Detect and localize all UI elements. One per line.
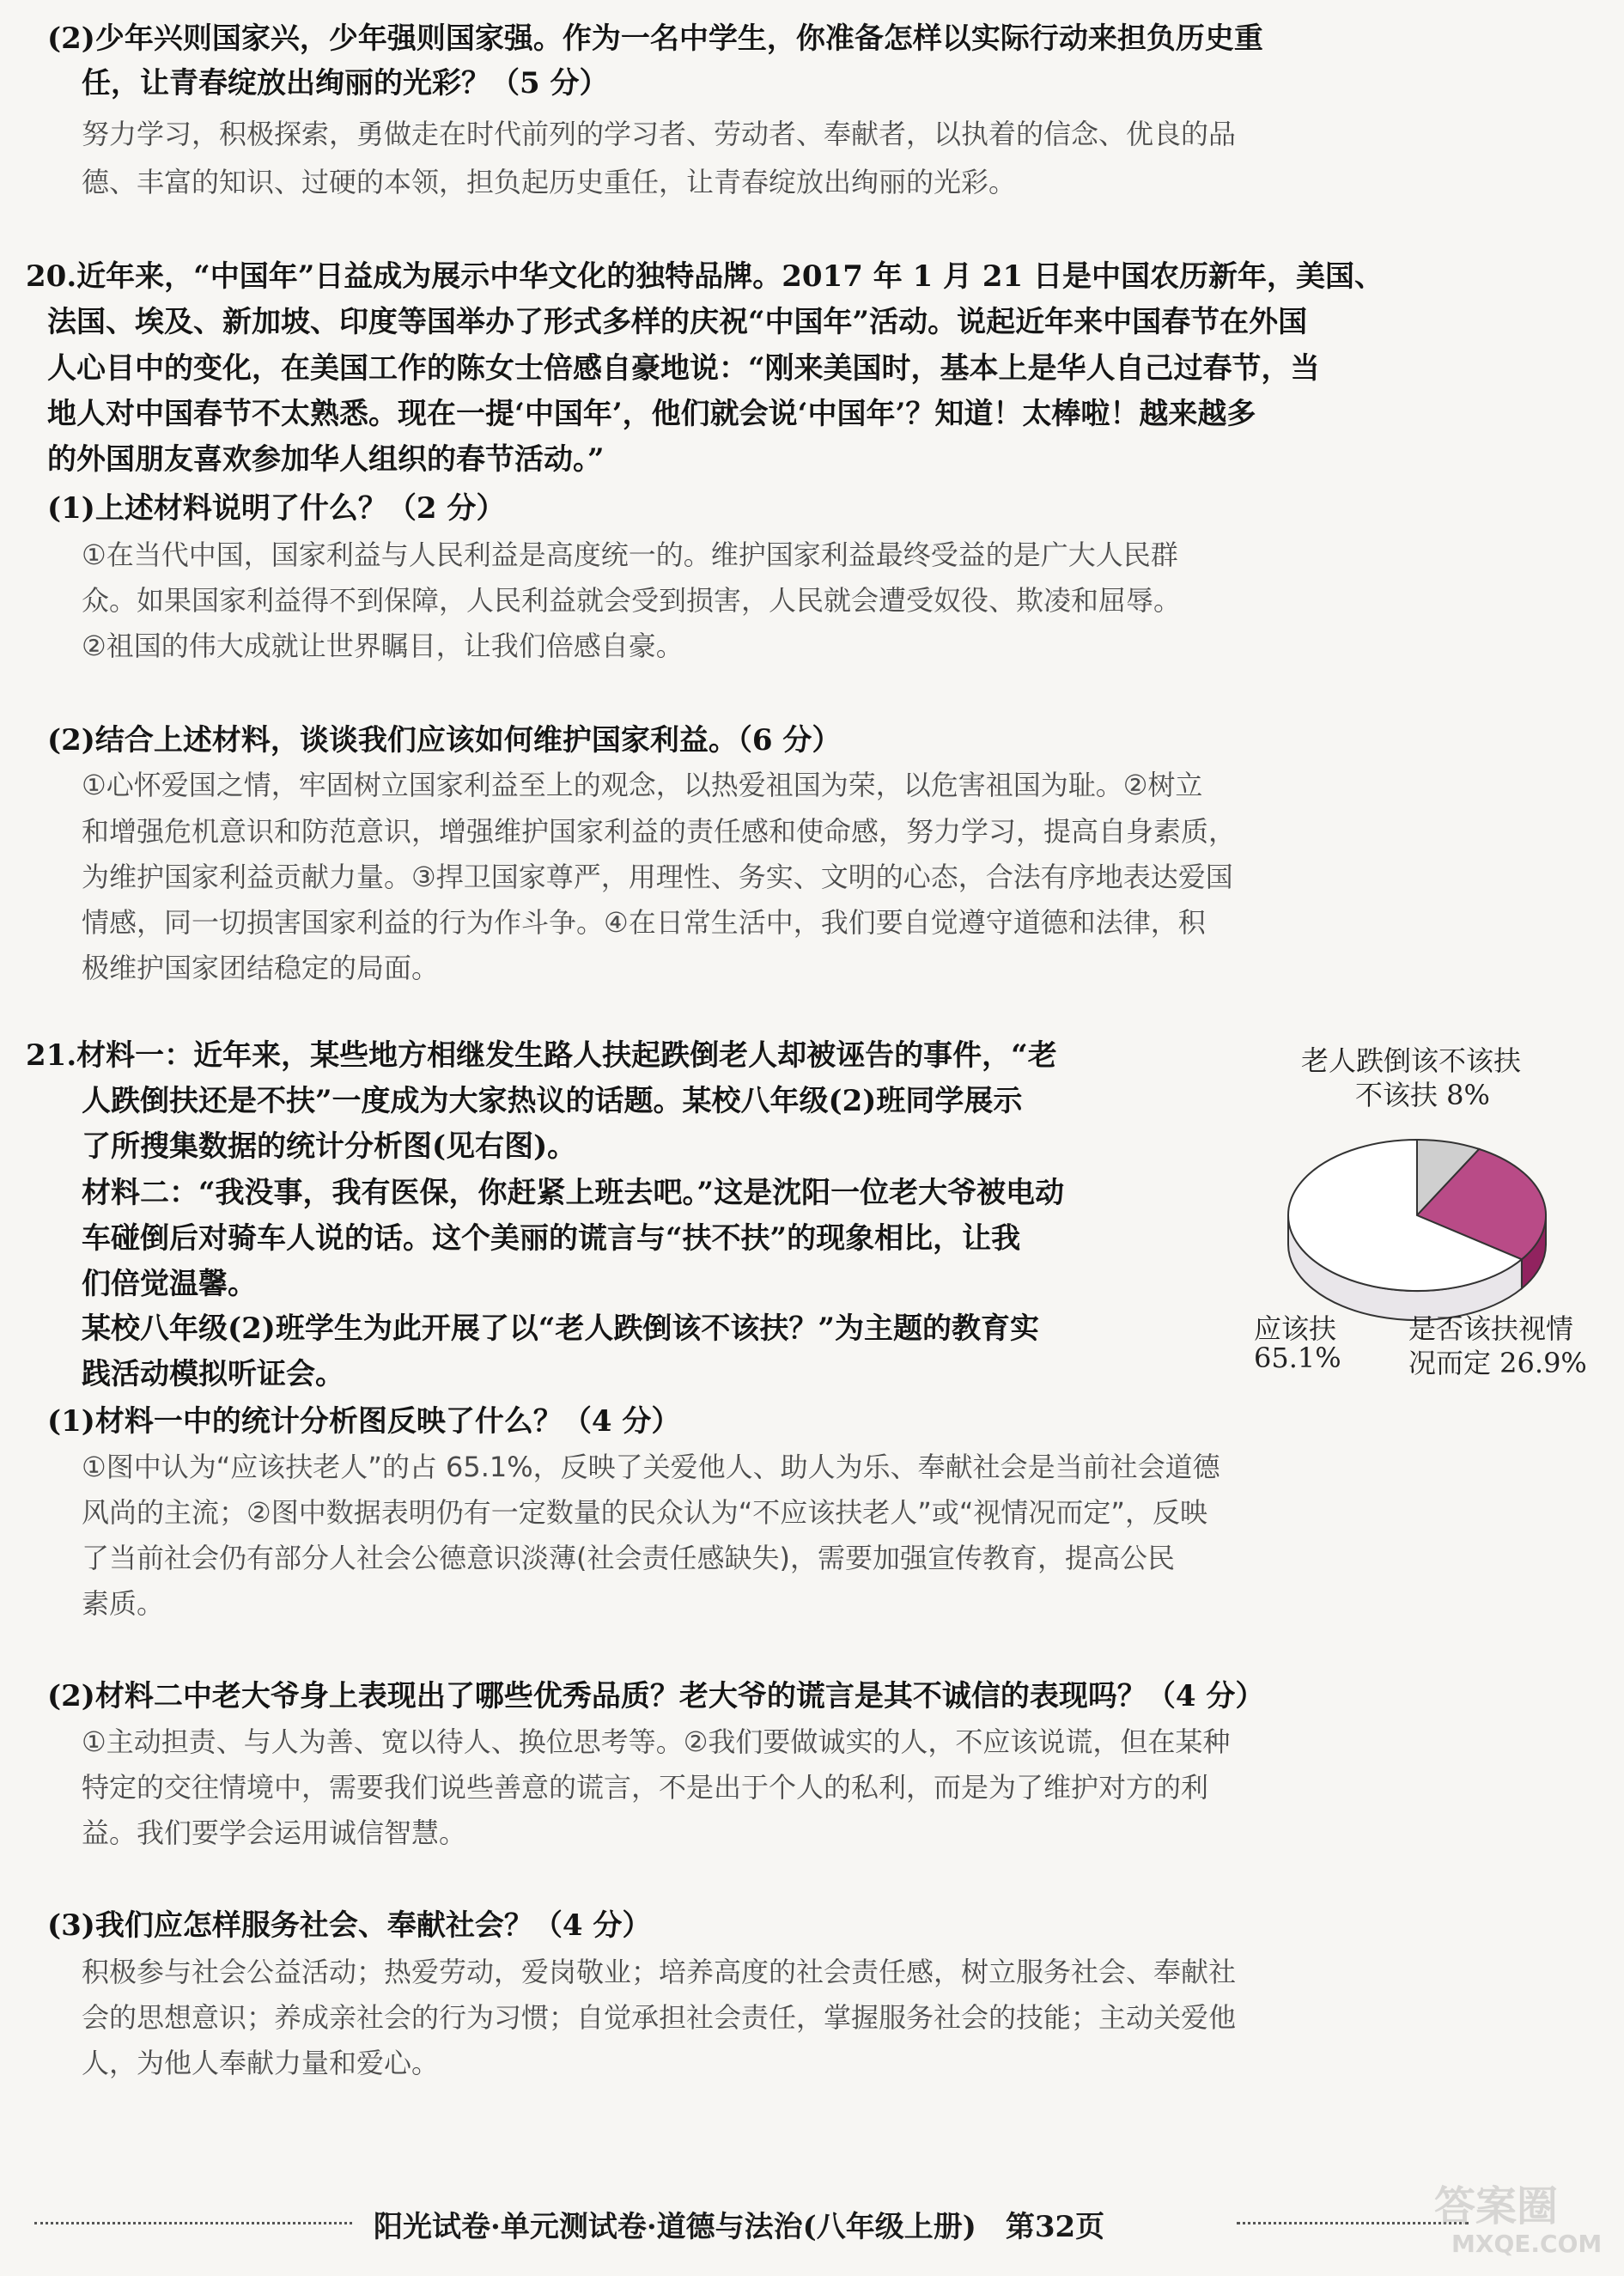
footer-text: 阳光试卷·单元测试卷·道德与法治(八年级上册) 第32页 (374, 2210, 1105, 2244)
q21-1-prompt: (1)材料一中的统计分析图反映了什么？（4 分） (47, 1404, 681, 1439)
chart-label-should-help-1: 应该扶 (1254, 1312, 1337, 1345)
q21-2-answer-line2: 特定的交往情境中，需要我们说些善意的谎言，不是出于个人的私利，而是为了维护对方的利 (82, 1771, 1209, 1804)
q20-stem-line4: 地人对中国春节不太熟悉。现在一提‘中国年’，他们就会说‘中国年’？知道！太棒啦！越来越多 (47, 397, 1256, 431)
q21-2-prompt: (2)材料二中老大爷身上表现出了哪些优秀品质？老大爷的谎言是其不诚信的表现吗？（4 分） (47, 1679, 1265, 1713)
q20-stem-line2: 法国、埃及、新加坡、印度等国举办了形式多样的庆祝“中国年”活动。说起近年来中国春节在外国 (47, 305, 1308, 339)
q21-material2-line2: 车碰倒后对骑车人说的话。这个美丽的谎言与“扶不扶”的现象相比，让我 (82, 1221, 1021, 1256)
chart-label-should-help-2: 65.1% (1254, 1342, 1341, 1374)
page-footer (34, 2203, 1589, 2244)
q21-3-answer-line3: 人，为他人奉献力量和爱心。 (82, 2047, 440, 2079)
q21-material1-line1: 21.材料一：近年来，某些地方相继发生路人扶起跌倒老人却被诬告的事件，“老 (26, 1038, 1057, 1073)
q21-1-answer-line3: 了当前社会仍有部分人社会公德意识淡薄(社会责任感缺失)，需要加强宣传教育，提高公民 (82, 1542, 1175, 1574)
q20-1-prompt: (1)上述材料说明了什么？（2 分） (47, 491, 506, 526)
watermark-line1: 答案圈 (1434, 2182, 1559, 2230)
q21-intro-line1: 某校八年级(2)班学生为此开展了以“老人跌倒该不该扶？”为主题的教育实 (82, 1311, 1039, 1346)
q21-1-answer-line2: 风尚的主流；②图中数据表明仍有一定数量的民众认为“不应该扶老人”或“视情况而定”，反映 (82, 1496, 1208, 1529)
q19-2-answer-line2: 德、丰富的知识、过硬的本领，担负起历史重任，让青春绽放出绚丽的光彩。 (82, 166, 1017, 198)
q21-material1-line2: 人跌倒扶还是不扶”一度成为大家热议的话题。某校八年级(2)班同学展示 (82, 1084, 1023, 1118)
q20-stem-line5: 的外国朋友喜欢参加华人组织的春节活动。” (47, 442, 605, 477)
q21-3-prompt: (3)我们应怎样服务社会、奉献社会？（4 分） (47, 1908, 652, 1943)
watermark-line2: MXQE.COM (1451, 2230, 1603, 2258)
q20-2-answer-line4: 情感，同一切损害国家利益的行为作斗争。④在日常生活中，我们要自觉遵守道德和法律，积 (82, 906, 1206, 939)
chart-title: 老人跌倒该不该扶 (1301, 1044, 1522, 1077)
q21-3-answer-line1: 积极参与社会公益活动；热爱劳动，爱岗敬业；培养高度的社会责任感，树立服务社会、奉献社 (82, 1956, 1237, 1988)
q20-1-answer-line3: ②祖国的伟大成就让世界瞩目，让我们倍感自豪。 (82, 630, 684, 662)
q20-1-answer-line1: ①在当代中国，国家利益与人民利益是高度统一的。维护国家利益最终受益的是广大人民群 (82, 539, 1178, 571)
watermark-logo (1426, 2173, 1615, 2267)
chart-label-depends-1: 是否该扶视情 (1408, 1312, 1574, 1345)
q20-2-answer-line3: 为维护国家利益贡献力量。③捍卫国家尊严，用理性、务实、文明的心态，合法有序地表达爱国 (82, 861, 1233, 893)
q19-2-prompt-line1: (2)少年兴则国家兴，少年强则国家强。作为一名中学生，你准备怎样以实际行动来担负历史重 (47, 21, 1263, 56)
q20-2-answer-line2: 和增强危机意识和防范意识，增强维护国家利益的责任感和使命感，努力学习，提高自身素质， (82, 815, 1237, 848)
q21-2-answer-line1: ①主动担责、与人为善、宽以待人、换位思考等。②我们要做诚实的人，不应该说谎，但在某种 (82, 1725, 1231, 1758)
chart-label-not-help: 不该扶 8% (1355, 1079, 1490, 1111)
q21-2-answer-line3: 益。我们要学会运用诚信智慧。 (82, 1817, 467, 1849)
q20-2-prompt: (2)结合上述材料，谈谈我们应该如何维护国家利益。（6 分） (47, 723, 842, 758)
q21-1-answer-line1: ①图中认为“应该扶老人”的占 65.1%，反映了关爱他人、助人为乐、奉献社会是当前社会道德 (82, 1451, 1220, 1483)
q21-material2-line3: 们倍觉温馨。 (82, 1267, 257, 1301)
q20-1-answer-line2: 众。如果国家利益得不到保障，人民利益就会受到损害，人民就会遭受奴役、欺凌和屈辱。 (82, 584, 1182, 617)
footer-dots-left (34, 2222, 352, 2224)
q21-material2-line1: 材料二：“我没事，我有医保，你赶紧上班去吧。”这是沈阳一位老大爷被电动 (82, 1176, 1065, 1210)
q21-1-answer-line4: 素质。 (82, 1587, 165, 1620)
q21-intro-line2: 践活动模拟听证会。 (82, 1357, 344, 1391)
chart-label-depends-2: 况而定 26.9% (1408, 1347, 1587, 1379)
q19-2-answer-line1: 努力学习，积极探索，勇做走在时代前列的学习者、劳动者、奉献者，以执着的信念、优良的品 (82, 118, 1237, 150)
q21-3-answer-line2: 会的思想意识；养成亲社会的行为习惯；自觉承担社会责任，掌握服务社会的技能；主动关爱他 (82, 2001, 1237, 2034)
q21-material1-line3: 了所搜集数据的统计分析图(见右图)。 (82, 1129, 577, 1164)
q20-2-answer-line5: 极维护国家团结稳定的局面。 (82, 952, 440, 984)
q20-stem-line3: 人心目中的变化，在美国工作的陈女士倍感自豪地说：“刚来美国时，基本上是华人自己过春节，当 (47, 351, 1320, 386)
q19-2-prompt-line2: 任，让青春绽放出绚丽的光彩？（5 分） (82, 66, 609, 100)
q20-stem-line1: 20.近年来，“中国年”日益成为展示中华文化的独特品牌。2017 年 1 月 21 日是中国农历新年，美国、 (26, 259, 1384, 294)
q20-2-answer-line1: ①心怀爱国之情，牢固树立国家利益至上的观念，以热爱祖国为荣，以危害祖国为耻。②树立 (82, 769, 1203, 801)
